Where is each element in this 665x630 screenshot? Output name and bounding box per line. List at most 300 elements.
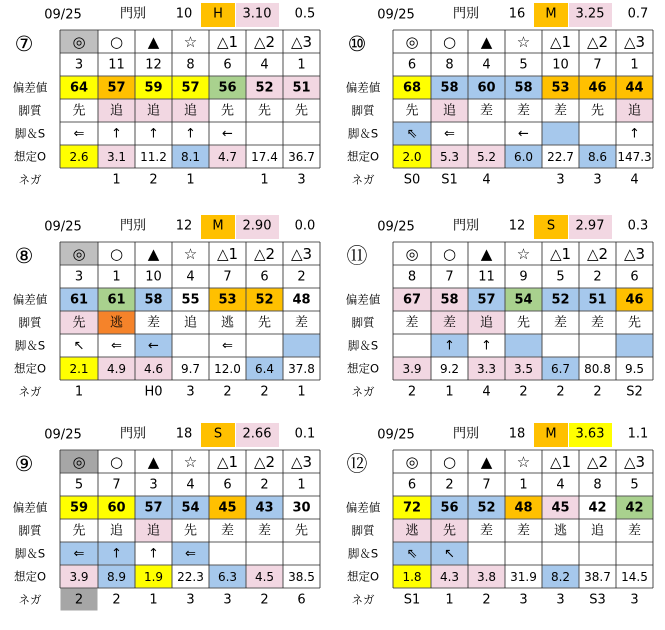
style-cell: 差 (627, 523, 642, 539)
num-cell: 1 (630, 57, 639, 73)
row-label: 偏差値 (345, 292, 381, 307)
style-cell: 追 (479, 315, 494, 331)
style-cell: 先 (257, 315, 272, 331)
style-cell: 先 (257, 103, 272, 119)
odds-cell: 80.8 (584, 362, 611, 376)
dev-cell: 58 (514, 80, 533, 96)
dev-cell: 67 (402, 292, 422, 308)
dev-cell: 45 (551, 500, 570, 516)
num-cell: 10 (552, 57, 569, 73)
row-label: 偏差値 (345, 500, 381, 515)
odds-cell: 2.0 (402, 150, 422, 164)
row-label: 脚質 (351, 315, 375, 330)
race-number: ⑦ (14, 32, 34, 56)
nega-cell: 3 (186, 384, 195, 400)
nega-cell: 3 (630, 592, 639, 608)
dev-cell: 30 (292, 500, 311, 516)
nega-cell: 1 (445, 592, 454, 608)
mark-cell: ☆ (516, 33, 531, 51)
extra-value: 0.1 (294, 426, 316, 442)
runner-count: 12 (508, 218, 526, 234)
mark-cell: ◎ (405, 33, 419, 51)
arrow-cell: ↑ (111, 546, 122, 562)
row-label: 脚質 (18, 523, 42, 538)
race-index: 3.63 (575, 426, 605, 442)
odds-cell: 37.8 (288, 362, 315, 376)
mark-cell: △2 (586, 245, 609, 263)
odds-cell: 9.2 (439, 362, 460, 376)
num-cell: 8 (445, 57, 454, 73)
mark-cell: ▲ (147, 245, 160, 263)
nega-cell: 2 (593, 384, 602, 400)
style-cell: 追 (109, 523, 124, 539)
style-cell: 追 (146, 103, 161, 119)
arrow-cell-bg (506, 335, 542, 357)
mark-cell: △3 (290, 245, 313, 263)
arrow-cell-bg (617, 335, 653, 357)
odds-cell: 22.3 (177, 570, 204, 584)
nega-cell: S1 (441, 172, 458, 188)
nega-cell: S1 (403, 592, 421, 608)
arrow-cell: ⇐ (185, 546, 196, 562)
num-cell: 5 (630, 477, 639, 493)
num-cell: 3 (74, 269, 84, 285)
odds-cell: 36.7 (288, 150, 315, 164)
race-number: ⑩ (347, 32, 367, 56)
race-table (0, 420, 332, 630)
style-cell: 差 (553, 315, 568, 331)
odds-cell: 22.7 (547, 150, 574, 164)
odds-cell: 147.3 (617, 150, 652, 164)
style-cell: 先 (220, 103, 235, 119)
race-panel-8 (0, 212, 332, 422)
extra-value: 1.1 (627, 426, 649, 442)
style-cell: 差 (405, 315, 419, 331)
odds-cell: 11.2 (140, 150, 167, 164)
dev-cell: 57 (181, 80, 200, 96)
style-cell: 先 (405, 103, 419, 119)
arrow-cell: ⇐ (111, 338, 122, 354)
style-cell: 差 (516, 103, 531, 119)
style-cell: 逃 (220, 315, 235, 331)
mark-cell: ◎ (405, 245, 419, 263)
mark-cell: ○ (109, 453, 124, 471)
num-cell: 11 (478, 269, 495, 285)
num-cell: 2 (297, 269, 306, 285)
arrow-cell: ↑ (444, 338, 455, 354)
num-cell: 7 (482, 477, 491, 493)
arrow-cell: ← (518, 126, 529, 142)
dev-cell: 53 (218, 292, 237, 308)
odds-cell: 2.6 (69, 150, 89, 164)
odds-cell: 3.5 (513, 362, 534, 376)
dev-cell: 59 (144, 80, 163, 96)
odds-cell: 4.7 (217, 150, 238, 164)
going: S (546, 218, 556, 234)
nega-cell: 2 (74, 592, 84, 608)
mark-cell: ▲ (480, 245, 493, 263)
mark-cell: ◎ (72, 245, 86, 263)
mark-cell: △1 (216, 453, 239, 471)
num-cell: 7 (445, 269, 454, 285)
num-cell: 1 (297, 57, 306, 73)
arrow-cell: ↑ (481, 338, 492, 354)
style-cell: 追 (590, 523, 605, 539)
mark-cell: △1 (216, 245, 239, 263)
nega-cell: S3 (589, 592, 606, 608)
extra-value: 0.7 (627, 6, 649, 22)
num-cell: 9 (519, 269, 528, 285)
arrow-cell: ⇐ (222, 338, 233, 354)
mark-cell: ☆ (183, 453, 198, 471)
mark-cell: △3 (623, 453, 646, 471)
odds-cell: 2.1 (69, 362, 89, 376)
dev-cell: 56 (440, 500, 459, 516)
race-index: 3.10 (242, 6, 272, 22)
row-label: 脚＆S (347, 546, 379, 561)
mark-cell: △3 (290, 33, 313, 51)
mark-cell: ○ (109, 245, 124, 263)
venue: 門別 (452, 6, 480, 22)
race-number: ⑨ (14, 452, 34, 476)
race-date: 09/25 (44, 7, 82, 23)
odds-cell: 1.8 (402, 570, 422, 584)
row-label: ネガ (18, 172, 42, 187)
odds-cell: 8.1 (180, 150, 201, 164)
nega-cell: H0 (144, 384, 163, 400)
mark-cell: ▲ (480, 453, 493, 471)
odds-cell: 12.0 (214, 362, 241, 376)
num-cell: 1 (297, 477, 306, 493)
style-cell: 差 (516, 523, 531, 539)
row-label: ネガ (18, 592, 42, 607)
arrow-cell: ⇐ (73, 546, 85, 562)
style-cell: 差 (294, 315, 309, 331)
num-cell: 7 (223, 269, 232, 285)
num-cell: 4 (186, 269, 195, 285)
dev-cell: 57 (144, 500, 163, 516)
runner-count: 18 (175, 426, 193, 442)
venue: 門別 (452, 426, 480, 442)
dev-cell: 68 (402, 80, 422, 96)
row-label: ネガ (351, 384, 375, 399)
dev-cell: 55 (181, 292, 200, 308)
mark-cell: ◎ (72, 453, 86, 471)
num-cell: 6 (630, 269, 639, 285)
nega-cell: 2 (149, 172, 158, 188)
nega-cell: 4 (482, 172, 491, 188)
race-table (0, 212, 332, 422)
num-cell: 5 (519, 57, 528, 73)
style-cell: 先 (442, 523, 457, 539)
nega-cell: 1 (74, 384, 84, 400)
dev-cell: 51 (588, 292, 607, 308)
race-panel-7 (0, 0, 332, 210)
num-cell: 6 (407, 57, 417, 73)
row-label: 脚質 (351, 103, 375, 118)
arrow-cell: ↖ (73, 338, 85, 354)
style-cell: 差 (257, 523, 272, 539)
nega-cell: 2 (260, 592, 269, 608)
arrow-cell: ← (222, 126, 233, 142)
race-date: 09/25 (44, 219, 82, 235)
mark-cell: ▲ (147, 33, 160, 51)
dev-cell: 42 (625, 500, 644, 516)
num-cell: 6 (223, 57, 232, 73)
nega-cell: 4 (630, 172, 639, 188)
row-label: 想定O (13, 569, 47, 584)
row-label: 想定O (13, 361, 47, 376)
num-cell: 3 (149, 477, 158, 493)
nega-cell: S2 (626, 384, 643, 400)
odds-cell: 31.9 (510, 570, 537, 584)
dev-cell: 58 (440, 292, 459, 308)
mark-cell: ☆ (183, 245, 198, 263)
row-label: ネガ (351, 592, 375, 607)
row-label: ネガ (18, 384, 42, 399)
dev-cell: 52 (255, 292, 274, 308)
style-cell: 逃 (109, 315, 124, 331)
dev-cell: 58 (440, 80, 459, 96)
num-cell: 1 (519, 477, 528, 493)
mark-cell: ◎ (72, 33, 86, 51)
race-index: 2.97 (575, 218, 605, 234)
arrow-cell: ↑ (629, 126, 640, 142)
row-label: 脚＆S (14, 338, 46, 353)
style-cell: 先 (627, 315, 642, 331)
num-cell: 4 (482, 57, 491, 73)
dev-cell: 48 (514, 500, 533, 516)
num-cell: 8 (186, 57, 195, 73)
odds-cell: 6.3 (217, 570, 238, 584)
style-cell: 追 (183, 103, 198, 119)
nega-cell: 2 (112, 592, 121, 608)
dev-cell: 52 (551, 292, 570, 308)
nega-cell: 3 (186, 592, 195, 608)
race-index: 2.66 (242, 426, 272, 442)
nega-cell: 2 (407, 384, 417, 400)
style-cell: 追 (109, 103, 124, 119)
race-number: ⑪ (346, 244, 368, 268)
style-cell: 先 (183, 523, 198, 539)
num-cell: 4 (260, 57, 269, 73)
odds-cell: 3.3 (476, 362, 497, 376)
row-label: 脚質 (18, 315, 42, 330)
odds-cell: 4.5 (254, 570, 275, 584)
style-cell: 追 (442, 103, 457, 119)
going: S (213, 426, 223, 442)
num-cell: 4 (556, 477, 565, 493)
race-table (333, 212, 665, 422)
venue: 門別 (119, 6, 147, 22)
arrow-cell: ⇐ (73, 126, 85, 142)
mark-cell: △2 (586, 453, 609, 471)
mark-cell: ☆ (516, 453, 531, 471)
nega-cell: 3 (297, 172, 306, 188)
nega-cell: 3 (593, 172, 602, 188)
odds-cell: 5.3 (439, 150, 460, 164)
race-index: 2.90 (242, 218, 272, 234)
arrow-cell: ↑ (111, 126, 122, 142)
num-cell: 3 (74, 57, 84, 73)
dev-cell: 48 (292, 292, 311, 308)
dev-cell: 46 (625, 292, 644, 308)
dev-cell: 42 (588, 500, 607, 516)
odds-cell: 1.9 (143, 570, 164, 584)
dev-cell: 52 (255, 80, 274, 96)
style-cell: 先 (72, 103, 86, 119)
race-number: ⑫ (346, 452, 368, 476)
nega-cell: 2 (260, 384, 269, 400)
going: H (213, 6, 223, 22)
num-cell: 10 (145, 269, 162, 285)
race-panel-10 (333, 0, 665, 210)
dev-cell: 54 (181, 500, 200, 516)
odds-cell: 3.9 (402, 362, 422, 376)
dev-cell: 59 (69, 500, 89, 516)
race-date: 09/25 (44, 427, 82, 443)
style-cell: 差 (220, 523, 235, 539)
mark-cell: △2 (253, 33, 276, 51)
num-cell: 7 (593, 57, 602, 73)
mark-cell: ◎ (405, 453, 419, 471)
race-table (333, 420, 665, 630)
odds-cell: 3.9 (69, 570, 89, 584)
nega-cell: 2 (223, 384, 232, 400)
race-date: 09/25 (377, 7, 415, 23)
dev-cell: 58 (144, 292, 163, 308)
arrow-cell: ⇖ (406, 546, 418, 562)
extra-value: 0.5 (294, 6, 316, 22)
odds-cell: 9.5 (624, 362, 645, 376)
dev-cell: 53 (551, 80, 570, 96)
mark-cell: △1 (549, 453, 572, 471)
style-cell: 差 (553, 103, 568, 119)
dev-cell: 54 (514, 292, 533, 308)
style-cell: 先 (590, 103, 605, 119)
mark-cell: ▲ (480, 33, 493, 51)
runner-count: 16 (508, 6, 526, 22)
row-label: ネガ (351, 172, 375, 187)
mark-cell: △2 (253, 245, 276, 263)
runner-count: 12 (175, 218, 193, 234)
arrow-cell-bg (284, 335, 320, 357)
dev-cell: 46 (588, 80, 607, 96)
row-label: 偏差値 (12, 500, 48, 515)
nega-cell: 3 (223, 592, 232, 608)
row-label: 想定O (346, 361, 380, 376)
arrow-cell-bg (543, 123, 579, 145)
race-table (0, 0, 332, 210)
extra-value: 0.3 (627, 218, 649, 234)
odds-cell: 38.7 (584, 570, 611, 584)
nega-cell: 3 (556, 172, 565, 188)
nega-cell: 1 (260, 172, 269, 188)
style-cell: 追 (146, 523, 161, 539)
going: M (545, 6, 557, 22)
odds-cell: 4.3 (439, 570, 460, 584)
venue: 門別 (119, 218, 147, 234)
nega-cell: 2 (519, 384, 528, 400)
going: M (212, 218, 224, 234)
race-index: 3.25 (575, 6, 605, 22)
odds-cell: 4.6 (143, 362, 164, 376)
style-cell: 差 (146, 315, 161, 331)
style-cell: 逃 (405, 523, 419, 539)
arrow-cell: ↖ (444, 546, 455, 562)
style-cell: 先 (516, 315, 531, 331)
race-panel-12 (333, 420, 665, 630)
row-label: 偏差値 (12, 292, 48, 307)
style-cell: 追 (627, 103, 642, 119)
row-label: 想定O (13, 149, 47, 164)
num-cell: 8 (407, 269, 417, 285)
dev-cell: 57 (477, 292, 496, 308)
nega-cell: 3 (556, 592, 565, 608)
num-cell: 5 (556, 269, 565, 285)
style-cell: 差 (590, 315, 605, 331)
dev-cell: 57 (107, 80, 126, 96)
style-cell: 先 (72, 315, 86, 331)
mark-cell: △1 (549, 245, 572, 263)
row-label: 偏差値 (12, 80, 48, 95)
nega-cell: 1 (297, 384, 306, 400)
num-cell: 6 (260, 269, 269, 285)
dev-cell: 44 (625, 80, 644, 96)
dev-cell: 52 (477, 500, 496, 516)
venue: 門別 (452, 218, 480, 234)
nega-cell: 1 (445, 384, 454, 400)
row-label: 脚＆S (347, 126, 379, 141)
dev-cell: 43 (255, 500, 274, 516)
going: M (545, 426, 557, 442)
dev-cell: 60 (477, 80, 496, 96)
dev-cell: 45 (218, 500, 237, 516)
odds-cell: 8.2 (550, 570, 571, 584)
mark-cell: ☆ (183, 33, 198, 51)
runner-count: 18 (508, 426, 526, 442)
nega-cell: 4 (482, 384, 491, 400)
odds-cell: 17.4 (251, 150, 278, 164)
num-cell: 5 (74, 477, 84, 493)
dev-cell: 64 (69, 80, 89, 96)
odds-cell: 6.7 (550, 362, 571, 376)
race-panel-9 (0, 420, 332, 630)
dev-cell: 72 (402, 500, 422, 516)
odds-cell: 6.0 (513, 150, 534, 164)
odds-cell: 8.9 (106, 570, 127, 584)
nega-cell: 1 (112, 172, 121, 188)
dev-cell: 61 (107, 292, 126, 308)
mark-cell: ○ (442, 245, 457, 263)
runner-count: 10 (175, 6, 193, 22)
odds-cell: 6.4 (254, 362, 275, 376)
row-label: 脚＆S (14, 546, 46, 561)
race-table (333, 0, 665, 210)
dev-cell: 61 (69, 292, 89, 308)
race-number: ⑧ (14, 244, 34, 268)
row-label: 脚質 (351, 523, 375, 538)
odds-cell: 38.5 (288, 570, 315, 584)
num-cell: 2 (593, 269, 602, 285)
mark-cell: △2 (586, 33, 609, 51)
odds-cell: 9.7 (180, 362, 201, 376)
num-cell: 6 (223, 477, 232, 493)
num-cell: 8 (593, 477, 602, 493)
mark-cell: △1 (549, 33, 572, 51)
odds-cell: 3.8 (476, 570, 497, 584)
dev-cell: 56 (218, 80, 237, 96)
